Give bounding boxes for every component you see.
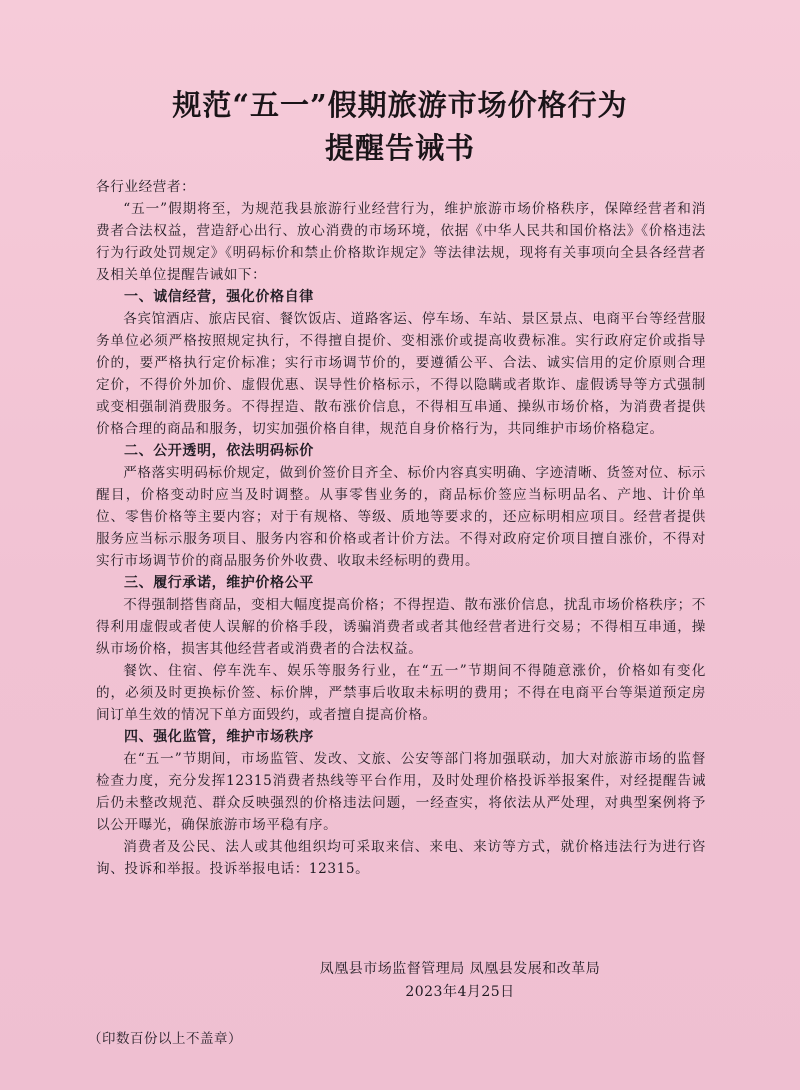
- section-paragraph: 严格落实明码标价规定，做到价签价目齐全、标价内容真实明确、字迹清晰、货签对位、标示醒目，价格变动时应当及时调整。从事零售业务的，商品标价签应当标明品名、产地、计价单位、零售价格等主要内容；对于有规格、等级、质地等要求的，还应标明相应项目。经营者提供服务应当标示服务项目、服务内容和价格或者计价方法。不得对政府定价项目擅自涨价，不得对实行市场调节价的商品服务价外收费、收取未经标明的费用。: [96, 465, 706, 569]
- footnote: （印数百份以上不盖章）: [88, 1031, 242, 1047]
- greeting: 各行业经营者：: [96, 179, 196, 195]
- document-body: [96, 176, 706, 880]
- signature-date: 2023年4月25日: [405, 984, 515, 1000]
- title-line-2: 提醒告诫书: [324, 131, 475, 165]
- section-paragraph: 各宾馆酒店、旅店民宿、餐饮饭店、道路客运、停车场、车站、景区景点、电商平台等经营服务单位必须严格按照规定执行，不得擅自提价、变相涨价或提高收费标准。实行政府定价或指导价的，要严格执行定价标准；实行市场调节价的，要遵循公平、合法、诚实信用的定价原则合理定价，不得价外加价、虚假优惠、误导性价格标示，不得以隐瞒或者欺诈、虚假诱导等方式强制或变相强制消费服务。不得捏造、散布涨价信息，不得相互串通、操纵市场价格，为消费者提供价格合理的商品和服务，切实加强价格自律，规范自身价格行为，共同维护市场价格稳定。: [96, 311, 706, 437]
- section-paragraph: 不得强制搭售商品，变相大幅度提高价格；不得捏造、散布涨价信息，扰乱市场价格秩序；不得利用虚假或者使人误解的价格手段，诱骗消费者或者其他经营者进行交易；不得相互串通，操纵市场价格，损害其他经营者或消费者的合法权益。: [96, 597, 706, 657]
- section-paragraph: 消费者及公民、法人或其他组织均可采取来信、来电、来访等方式，就价格违法行为进行咨询、投诉和举报。投诉举报电话：12315。: [96, 839, 706, 877]
- section-paragraph: 餐饮、住宿、停车洗车、娱乐等服务行业，在“五一”节期间不得随意涨价，价格如有变化的，必须及时更换标价签、标价牌，严禁事后收取未标明的费用；不得在电商平台等渠道预定房间订单生效的情况下单方面毁约，或者擅自提高价格。: [96, 663, 706, 723]
- section-heading: 一、诚信经营，强化价格自律: [124, 289, 314, 305]
- section-heading: 二、公开透明，依法明码标价: [124, 443, 314, 459]
- title-line-1: 规范“五一”假期旅游市场价格行为: [172, 88, 628, 122]
- section-heading: 三、履行承诺，维护价格公平: [124, 575, 314, 591]
- intro-paragraph: “五一”假期将至，为规范我县旅游行业经营行为，维护旅游市场价格秩序，保障经营者和消费者合法权益，营造舒心出行、放心消费的市场环境，依据《中华人民共和国价格法》《价格违法行为行政处罚规定》《明码标价和禁止价格欺诈规定》等法律法规，现将有关事项向全县各经营者及相关单位提醒告诫如下：: [96, 201, 706, 283]
- section-paragraph: 在“五一”节期间，市场监管、发改、文旅、公安等部门将加强联动，加大对旅游市场的监督检查力度，充分发挥12315消费者热线等平台作用，及时处理价格投诉举报案件，对经提醒告诫后仍未整改规范、群众反映强烈的价格违法问题，一经查实，将依法从严处理，对典型案例将予以公开曝光，确保旅游市场平稳有序。: [96, 751, 706, 833]
- signature-issuers: 凤凰县市场监督管理局 凤凰县发展和改革局: [319, 961, 601, 977]
- section-heading: 四、强化监管，维护市场秩序: [124, 729, 314, 745]
